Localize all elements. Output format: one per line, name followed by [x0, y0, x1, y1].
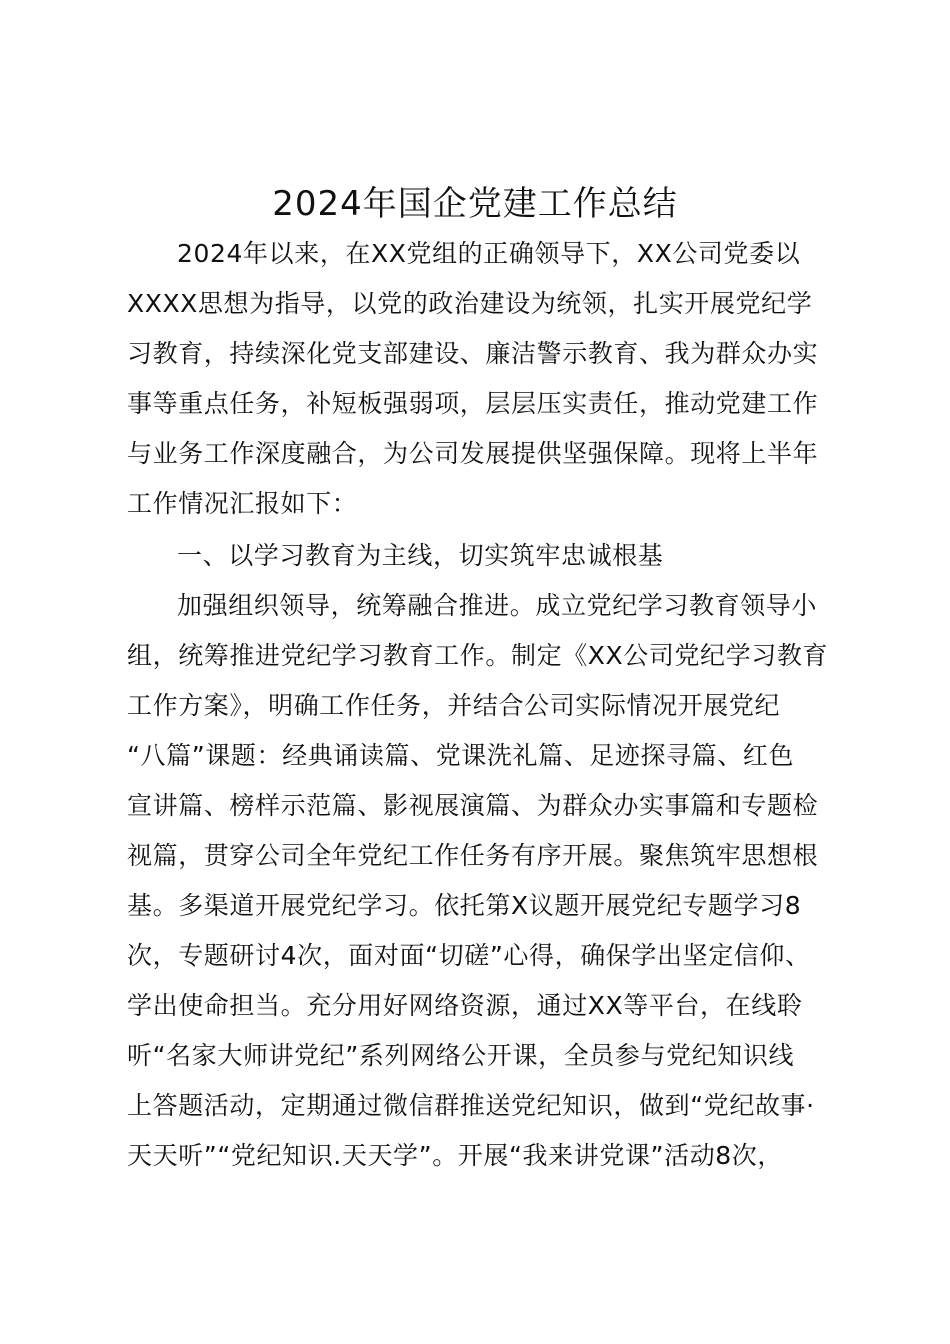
paragraph-line: 听“名家大师讲党纪”系列网络公开课，全员参与党纪知识线 — [127, 1041, 795, 1070]
paragraph-line: 上答题活动，定期通过微信群推送党纪知识，做到“党纪故事· — [127, 1091, 815, 1120]
paragraph-line: 视篇，贯穿公司全年党纪工作任务有序开展。聚焦筑牢思想根 — [127, 841, 819, 870]
paragraph-line: 工作方案》，明确工作任务，并结合公司实际情况开展党纪 — [127, 691, 781, 720]
paragraph-line: 组，统筹推进党纪学习教育工作。制定《XX公司党纪学习教育 — [127, 641, 829, 670]
paragraph-line: 天天听”“党纪知识.天天学”。开展“我来讲党课”活动8次， — [127, 1141, 784, 1170]
paragraph-line: 2024年以来，在XX党组的正确领导下，XX公司党委以 — [177, 239, 801, 268]
paragraph-line: 习教育，持续深化党支部建设、廉洁警示教育、我为群众办实 — [127, 339, 819, 368]
paragraph-line: 基。多渠道开展党纪学习。依托第X议题开展党纪专题学习8 — [127, 891, 802, 920]
paragraph-line: 宣讲篇、榜样示范篇、影视展演篇、为群众办实事篇和专题检 — [127, 791, 819, 820]
paragraph-line: 次，专题研讨4次，面对面“切磋”心得，确保学出坚定信仰、 — [127, 941, 811, 970]
paragraph-line: XXXX思想为指导，以党的政治建设为统领，扎实开展党纪学 — [127, 289, 813, 318]
section-heading: 一、以学习教育为主线，切实筑牢忠诚根基 — [177, 541, 664, 570]
paragraph-line: 学出使命担当。充分用好网络资源，通过XX等平台，在线聆 — [127, 991, 803, 1020]
paragraph-line: 与业务工作深度融合，为公司发展提供坚强保障。现将上半年 — [127, 439, 819, 468]
paragraph-line: 事等重点任务，补短板强弱项，层层压实责任，推动党建工作 — [127, 389, 819, 418]
document-title: 2024年国企党建工作总结 — [272, 184, 678, 224]
paragraph-line: 工作情况汇报如下： — [127, 489, 358, 518]
paragraph-line: 加强组织领导，统筹融合推进。成立党纪学习教育领导小 — [177, 591, 818, 620]
paragraph-line: “八篇”课题：经典诵读篇、党课洗礼篇、足迹探寻篇、红色 — [127, 741, 795, 770]
